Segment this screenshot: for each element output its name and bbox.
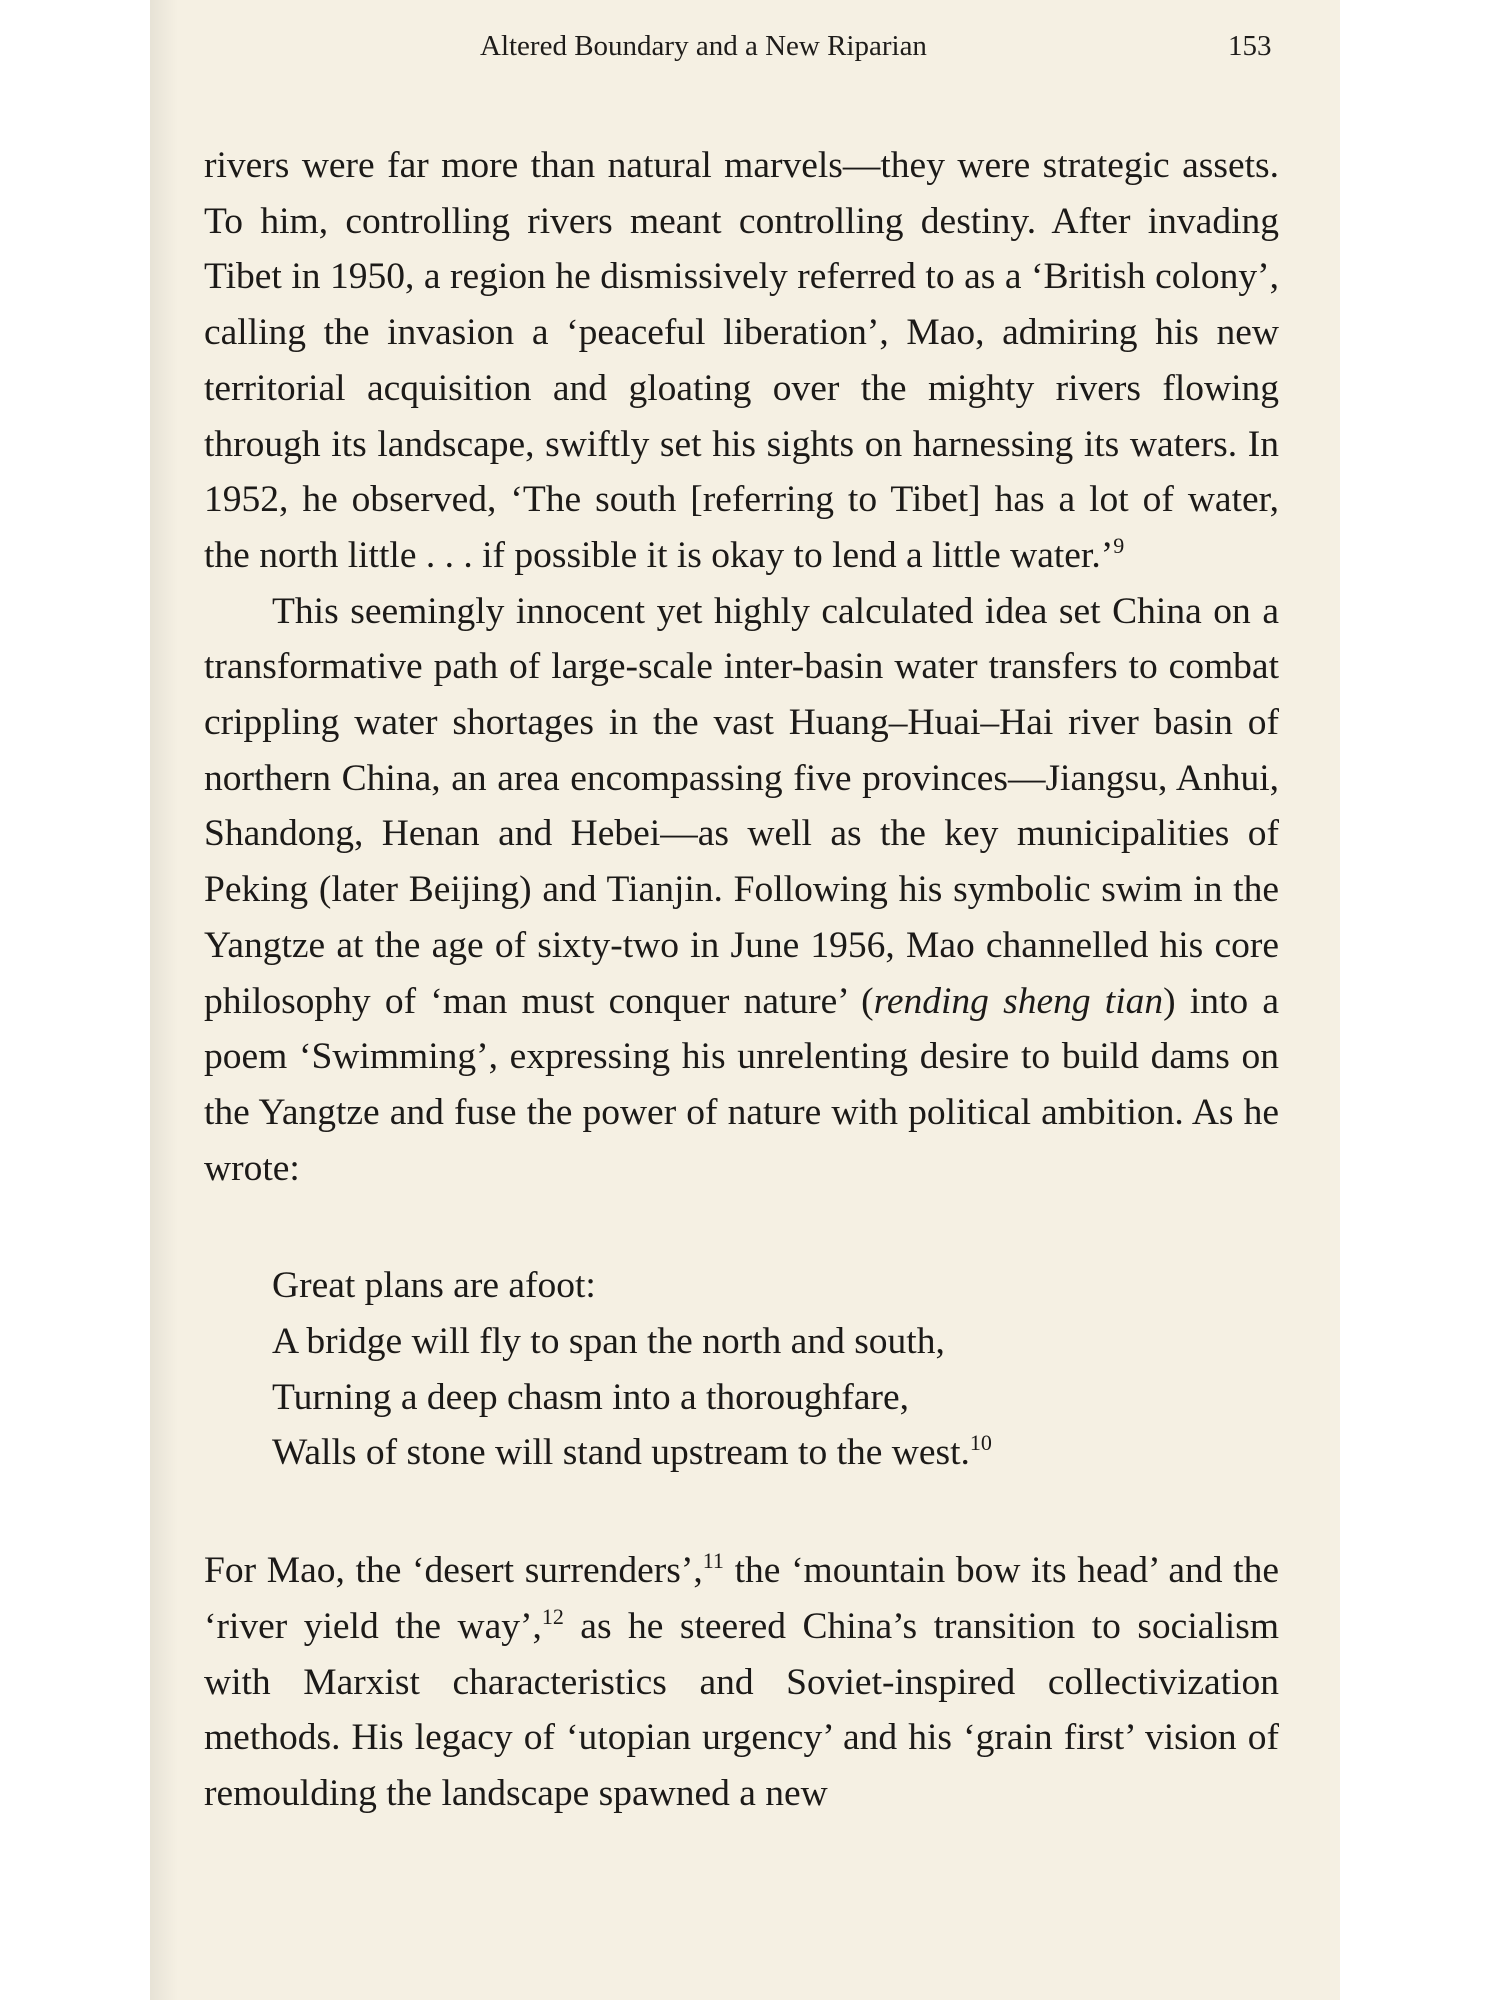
- paragraph-2-text-a: This seemingly innocent yet highly calculated idea set China on a transformative path of large-scale inter-basin water transfers to combat crippling water shortages in the vast Huang–Huai–Hai river basin of northern China, an area encompassing five provinces—Jiangsu, Anhui, Shandong, Henan and Hebei—as well as the key municipalities of Peking (later Beijing) and Tianjin. Following his symbolic swim in the Yangtze at the age of sixty-two in June 1956, Mao channelled his core philosophy of ‘man must conquer nature’ (: [204, 590, 1279, 1022]
- poem-line-1: Great plans are afoot:: [272, 1265, 596, 1307]
- paragraph-3-text-c: as he steered China’s transition to socialism with Marxist characteristics and Soviet-inspired collectivization methods. His legacy of ‘utopian urgency’ and his ‘grain first’ vision of remoulding the landscape spawned a new: [204, 1605, 1279, 1814]
- paragraph-1: [204, 138, 1279, 584]
- poem-line-4: [272, 1425, 1279, 1481]
- footnote-ref-10: 10: [969, 1430, 992, 1456]
- footnote-ref-9: 9: [1113, 532, 1125, 558]
- paragraph-2: [204, 584, 1279, 1197]
- poem-line-3: Turning a deep chasm into a thoroughfare,: [272, 1376, 910, 1418]
- poem-line-2: A bridge will fly to span the north and south,: [272, 1321, 945, 1363]
- paragraph-3-text-b: the ‘mountain bow its head’ and the ‘river yield the way’,: [204, 1550, 1279, 1647]
- paragraph-3-text-a: For Mao, the ‘desert surrenders’,: [204, 1550, 703, 1592]
- book-page: [150, 0, 1340, 2000]
- running-title: Altered Boundary and a New Riparian: [480, 30, 927, 62]
- page-number: 153: [1228, 30, 1272, 62]
- poem-quote: [272, 1258, 1279, 1481]
- poem-line-4-text: Walls of stone will stand upstream to the west.: [272, 1432, 970, 1474]
- paragraph-2-italic-term: rending sheng tian: [873, 980, 1164, 1022]
- running-head: [150, 30, 1340, 74]
- paragraph-1-text: rivers were far more than natural marvels—they were strategic assets. To him, controlling rivers meant controlling destiny. After invading Tibet in 1950, a region he dismissively referred to as a ‘British colony’, calling the invasion a ‘peaceful liberation’, Mao, admiring his new territorial acquisition and gloating over the mighty rivers flowing through its landscape, swiftly set his sights on harnessing its waters. In 1952, he observed, ‘The south [referring to Tibet] has a lot of water, the north little . . . if possible it is okay to lend a little water.’: [204, 145, 1279, 576]
- paragraph-2-text-b: ) into a poem ‘Swimming’, expressing his unrelenting desire to build dams on the Yangtze and fuse the power of nature with political ambition. As he wrote:: [204, 980, 1279, 1189]
- footnote-ref-12: 12: [541, 1603, 564, 1629]
- footnote-ref-11: 11: [702, 1548, 724, 1574]
- paragraph-3: [204, 1543, 1279, 1822]
- body-text: [204, 138, 1279, 1822]
